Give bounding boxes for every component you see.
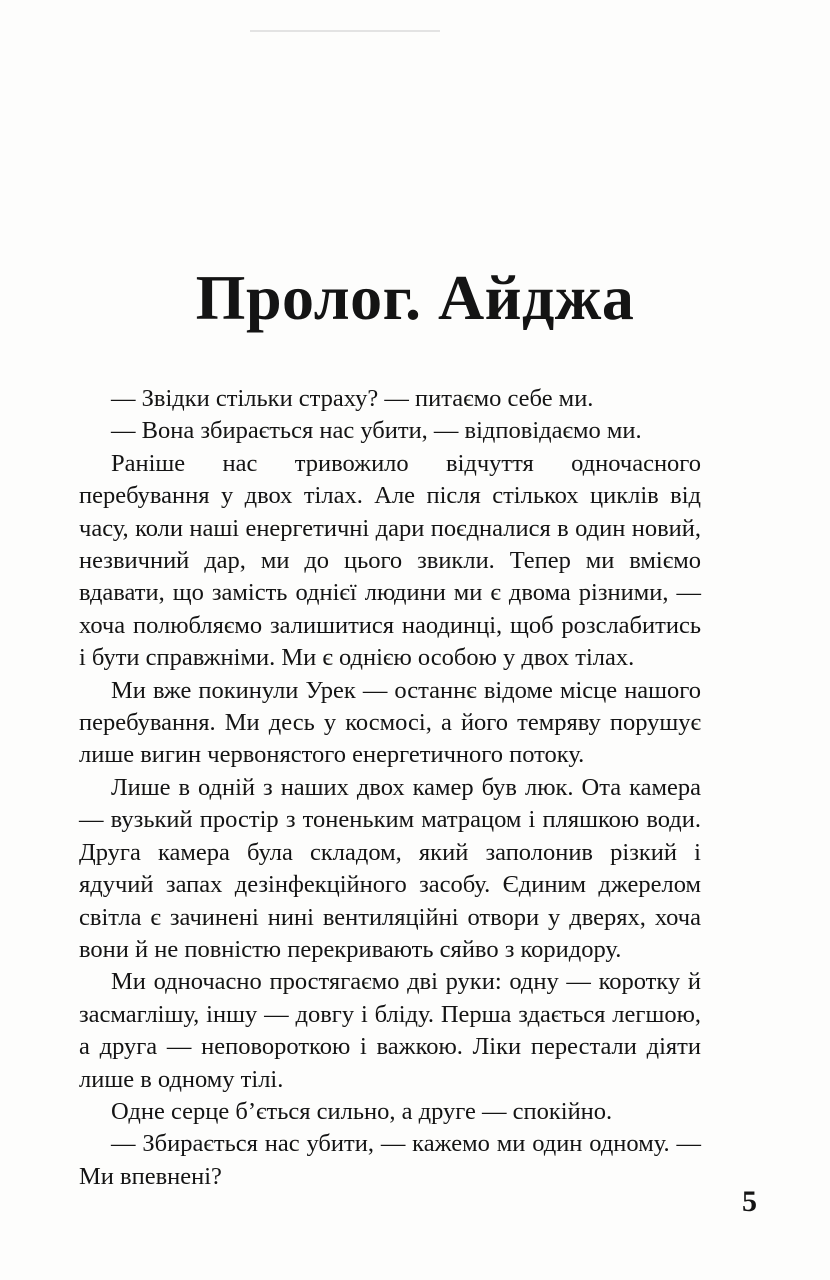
paragraph: Ми одночасно простягаємо дві руки: одну — коротку й засмаглішу, іншу — довгу і бліду. Перша здається легшою, а друга — неповороткою і важкою. Ліки перестали діяти лише в одному тілі. <box>79 968 701 1093</box>
body-text <box>79 383 701 1193</box>
chapter-title: Пролог. Айджа <box>195 262 635 333</box>
paragraph: Одне серце б’ється сильно, а друге — спокійно. <box>111 1097 613 1125</box>
paragraph: — Збирається нас убити, — кажемо ми один одному. — Ми впевнені? <box>79 1130 701 1190</box>
paragraph: — Вона збирається нас убити, — відповідаємо ми. <box>111 417 642 445</box>
paragraph: Раніше нас тривожило відчуття одночасного перебування у двох тілах. Але після стількох циклів від часу, коли наші енергетичні дари поєдналися в один новий, незвичний дар, ми до цього звикли. Тепер ми вміємо вдавати, що замість однієї людини ми є двома різними, — хоча полюбляємо залишитися наодинці, щоб розслабитись і бути справжніми. Ми є однією особою у двох тілах. <box>79 449 701 672</box>
paragraph: — Звідки стільки страху? — питаємо себе ми. <box>111 385 594 412</box>
paragraph: Лише в одній з наших двох камер був люк. Ота камера — вузький простір з тоненьким матрацом і пляшкою води. Друга камера була складом, який заполонив різкий і ядучий запах дезінфекційного засобу. Єдиним джерелом світла є зачинені нині вентиляційні отвори у дверях, хоча вони й не повністю перекривають сяйво з коридору. <box>79 773 701 963</box>
scan-edge-mark <box>250 30 440 32</box>
page-number: 5 <box>742 1185 757 1218</box>
paragraph: Ми вже покинули Урек — останнє відоме місце нашого перебування. Ми десь у космосі, а його темряву порушує лише вигин червонястого енергетичного потоку. <box>79 676 701 769</box>
